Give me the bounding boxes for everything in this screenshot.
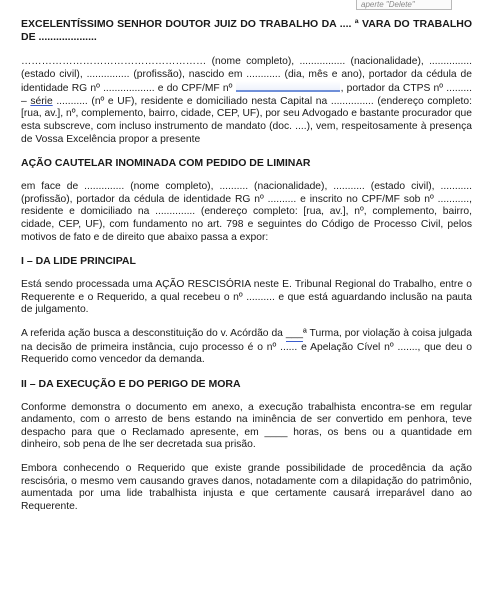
delete-hint-tab — [356, 0, 452, 10]
section-2-paragraph-1 — [21, 402, 472, 452]
turma-blank[interactable]: ___ — [286, 328, 303, 342]
intro-paragraph — [21, 56, 472, 146]
s1p2-part1: A referida ação busca a desconstituição do v. Acórdão da — [21, 327, 283, 339]
intro-text-part3: ........... (nº e UF), residente e domiciliado nesta Capital na ............... (endereço completo: [rua, av.], nº, complemento, bairro, cidade, CEP, UF), por seu Advogado e bastante procurador que esta subscreve, com incluso instrumento de mandato (doc. ....), vem, respeitosamente à presença de Vossa Excelência propor a presente — [21, 95, 472, 145]
cpf-input-field[interactable] — [236, 81, 340, 92]
section-1-heading: I – DA LIDE PRINCIPAL — [21, 255, 136, 268]
document-header: EXCELENTÍSSIMO SENHOR DOUTOR JUIZ DO TRABALHO DA .... ª VARA DO TRABALHO DE .................... — [21, 18, 472, 43]
section-1-paragraph-2 — [21, 328, 472, 367]
s2p1-part1: Conforme demonstra o documento em anexo, a execução trabalhista encontra-se em regular andamento, com o arresto de bens estando na iminência de ser convertido em penhora, teve despacho para que o Reclamado apresente, em — [21, 401, 472, 438]
delete-hint-text: aperte "Delete" — [361, 0, 415, 9]
serie-link: série — [30, 95, 53, 107]
section-2-paragraph-2: Embora conhecendo o Requerido que existe grande possibilidade de procedência da ação rescisória, o mesmo vem causando graves danos, notadamente com a dilapidação do patrimônio, aumentada por uma lide trabalhista injusta e que certamente causará irreparável dano ao Requerente. — [21, 463, 472, 512]
intro-text-part2: , portador da CTPS nº ......... – — [21, 83, 473, 107]
document-body — [21, 18, 472, 524]
defendant-paragraph: em face de .............. (nome completo), .......... (nacionalidade), ........... (estado civil), ........... (profissão), portador da cédula de identidade RG nº .......... e inscrito no CPF/MF sob nº ..........., residente e domiciliado na .............. (endereço completo: [rua, av.], nº, complemento, bairro, cidade, CEP, UF), com fundamento no art. 798 e seguintes do Código de Processo Civil, pelos motivos de fato e de direito que abaixo passa a expor: — [21, 181, 472, 243]
hours-blank[interactable]: ____ — [264, 426, 288, 438]
s2p1-part2: horas, os bens ou a quantidade em dinheiro, sob pena de lhe ser decretada sua prisão. — [21, 426, 472, 451]
action-title: AÇÃO CAUTELAR INOMINADA COM PEDIDO DE LIMINAR — [21, 157, 311, 170]
s1p2-part2: ª Turma, por violação à coisa julgada na decisão de primeira instância, cujo processo é o nº ...... e Apelação Cível nº ......., que deu o Requerido como vencedor da demanda. — [21, 327, 472, 366]
section-2-heading: II – DA EXECUÇÃO E DO PERIGO DE MORA — [21, 377, 241, 390]
intro-text-part1: ……………………………………………… (nome completo), ................ (nacionalidade), ............... (estado civil), ............... (profissão), nascido em ............ (dia, mês e ano), portador da cédula de identidade RG nº .................. e do CPF/MF nº — [21, 56, 472, 95]
section-1-paragraph-1: Está sendo processada uma AÇÃO RESCISÓRIA neste E. Tribunal Regional do Trabalho, entre o Requerente e o Requerido, a qual recebeu o nº .......... e que está aguardando inclusão na pauta de julgamento. — [21, 279, 472, 316]
